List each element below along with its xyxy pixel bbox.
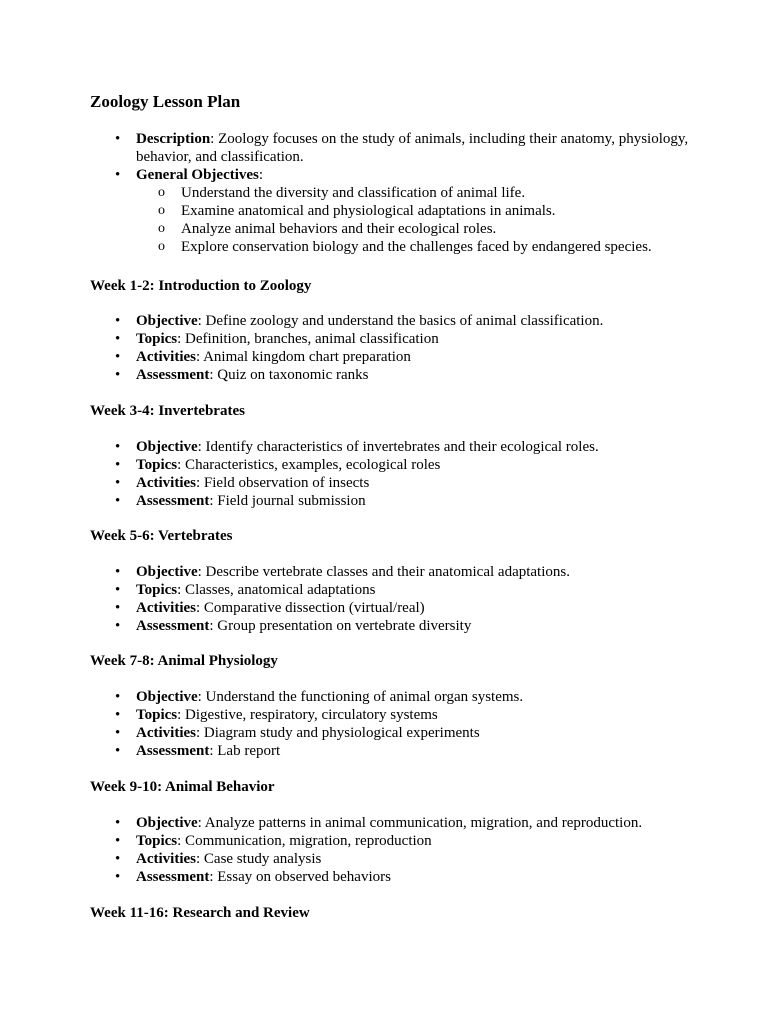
week-heading: Week 11-16: Research and Review [90, 905, 310, 921]
assessment-label: Assessment [136, 367, 210, 383]
topics-text: : Definition, branches, animal classification [177, 331, 439, 347]
objective-text: : Understand the functioning of animal organ systems. [197, 689, 524, 705]
objective-text: : Identify characteristics of invertebrates and their ecological roles. [197, 439, 599, 455]
week-assessment-item [90, 617, 710, 635]
week-objective-item [90, 688, 710, 706]
week-details-list [90, 438, 710, 510]
general-objectives-list [136, 184, 690, 256]
general-objective-text: Explore conservation biology and the challenges faced by endangered species. [181, 239, 652, 255]
description-text: : Zoology focuses on the study of animals, including their anatomy, physiology, behavior, and classification. [136, 131, 689, 165]
activities-text: : Field observation of insects [195, 475, 370, 491]
bullet-icon: • [115, 493, 121, 509]
week-heading: Week 9-10: Animal Behavior [90, 779, 275, 795]
week-topics-item [90, 832, 710, 850]
week-details-list [90, 312, 710, 384]
activities-label: Activities [136, 600, 196, 616]
week-details-list [90, 563, 710, 635]
bullet-icon: • [115, 689, 121, 705]
week-activities-item [90, 348, 710, 366]
general-objective-item [136, 238, 690, 256]
bullet-icon: • [115, 564, 121, 580]
topics-text: : Characteristics, examples, ecological roles [177, 457, 441, 473]
week-activities-item [90, 724, 710, 742]
general-objectives-item [90, 166, 690, 256]
sub-bullet-icon: o [158, 221, 165, 236]
objective-label: Objective [136, 313, 198, 329]
week-topics-item [90, 456, 710, 474]
description-item [90, 130, 690, 166]
activities-label: Activities [136, 851, 196, 867]
week-heading: Week 3-4: Invertebrates [90, 403, 245, 419]
bullet-icon: • [115, 167, 121, 183]
week-topics-item [90, 330, 710, 348]
activities-text: : Animal kingdom chart preparation [195, 349, 411, 365]
objective-label: Objective [136, 689, 198, 705]
week-objective-item [90, 312, 710, 330]
bullet-icon: • [115, 439, 121, 455]
week-heading: Week 1-2: Introduction to Zoology [90, 278, 312, 294]
bullet-icon: • [115, 869, 121, 885]
general-objective-item [136, 220, 690, 238]
week-objective-item [90, 438, 710, 456]
assessment-label: Assessment [136, 493, 210, 509]
objective-label: Objective [136, 815, 198, 831]
bullet-icon: • [115, 743, 121, 759]
general-objective-text: Examine anatomical and physiological adaptations in animals. [181, 203, 556, 219]
bullet-icon: • [115, 475, 121, 491]
week-details-list [90, 688, 710, 760]
general-objective-item [136, 202, 690, 220]
bullet-icon: • [115, 582, 121, 598]
bullet-icon: • [115, 707, 121, 723]
bullet-icon: • [115, 313, 121, 329]
objective-text: : Describe vertebrate classes and their anatomical adaptations. [197, 564, 570, 580]
objective-text: : Define zoology and understand the basics of animal classification. [197, 313, 604, 329]
objective-label: Objective [136, 439, 198, 455]
bullet-icon: • [115, 815, 121, 831]
activities-label: Activities [136, 349, 196, 365]
topics-label: Topics [136, 833, 178, 849]
assessment-label: Assessment [136, 743, 210, 759]
general-objectives-colon: : [258, 167, 264, 183]
objective-label: Objective [136, 564, 198, 580]
general-objective-text: Understand the diversity and classification of animal life. [181, 185, 526, 201]
bullet-icon: • [115, 618, 121, 634]
general-objectives-label: General Objectives [136, 167, 259, 183]
bullet-icon: • [115, 457, 121, 473]
sub-bullet-icon: o [158, 185, 165, 200]
topics-text: : Classes, anatomical adaptations [177, 582, 376, 598]
sub-bullet-icon: o [158, 239, 165, 254]
week-heading: Week 7-8: Animal Physiology [90, 653, 278, 669]
general-objective-item [136, 184, 690, 202]
bullet-icon: • [115, 725, 121, 741]
assessment-text: : Essay on observed behaviors [209, 869, 391, 885]
sub-bullet-icon: o [158, 203, 165, 218]
general-objective-text: Analyze animal behaviors and their ecological roles. [181, 221, 497, 237]
week-topics-item [90, 706, 710, 724]
bullet-icon: • [115, 331, 121, 347]
bullet-icon: • [115, 833, 121, 849]
activities-label: Activities [136, 725, 196, 741]
week-activities-item [90, 599, 710, 617]
week-activities-item [90, 850, 710, 868]
week-assessment-item [90, 492, 710, 510]
activities-text: : Case study analysis [195, 851, 322, 867]
week-topics-item [90, 581, 710, 599]
topics-label: Topics [136, 707, 178, 723]
document-title: Zoology Lesson Plan [90, 92, 241, 111]
week-objective-item [90, 563, 710, 581]
topics-label: Topics [136, 331, 178, 347]
assessment-text: : Quiz on taxonomic ranks [209, 367, 369, 383]
week-assessment-item [90, 868, 710, 886]
bullet-icon: • [115, 367, 121, 383]
bullet-icon: • [115, 349, 121, 365]
assessment-label: Assessment [136, 618, 210, 634]
topics-label: Topics [136, 582, 178, 598]
assessment-text: : Lab report [209, 743, 281, 759]
activities-label: Activities [136, 475, 196, 491]
activities-text: : Comparative dissection (virtual/real) [195, 600, 425, 616]
assessment-text: : Group presentation on vertebrate diversity [209, 618, 472, 634]
bullet-icon: • [115, 131, 121, 147]
week-objective-item [90, 814, 710, 832]
assessment-text: : Field journal submission [209, 493, 366, 509]
objective-text: : Analyze patterns in animal communication, migration, and reproduction. [197, 815, 643, 831]
week-assessment-item [90, 742, 710, 760]
assessment-label: Assessment [136, 869, 210, 885]
description-label: Description [136, 131, 211, 147]
week-activities-item [90, 474, 710, 492]
bullet-icon: • [115, 600, 121, 616]
week-heading: Week 5-6: Vertebrates [90, 528, 233, 544]
activities-text: : Diagram study and physiological experiments [195, 725, 480, 741]
topics-label: Topics [136, 457, 178, 473]
topics-text: : Digestive, respiratory, circulatory systems [177, 707, 438, 723]
intro-list [90, 130, 690, 256]
week-details-list [90, 814, 710, 886]
topics-text: : Communication, migration, reproduction [177, 833, 432, 849]
week-assessment-item [90, 366, 710, 384]
bullet-icon: • [115, 851, 121, 867]
